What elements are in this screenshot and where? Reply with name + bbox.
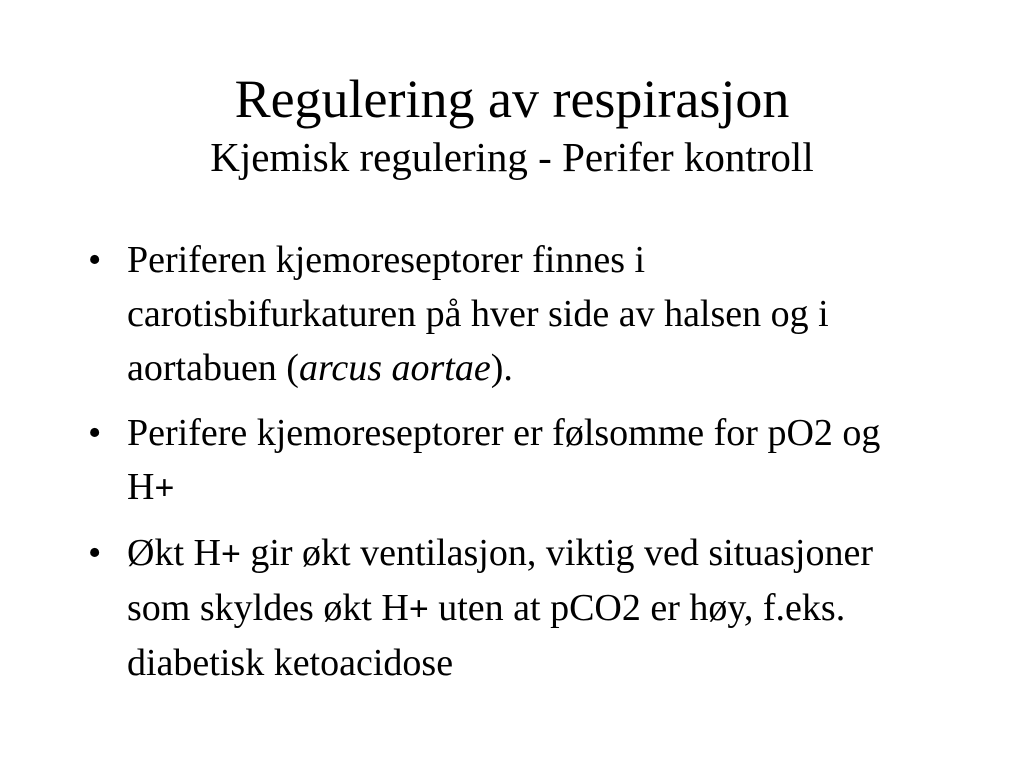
bullet-text: Perifere kjemoreseptorer er følsomme for pO2 og H xyxy=(127,412,881,508)
plus-sign: + xyxy=(154,469,175,507)
plus-sign: + xyxy=(408,590,429,628)
bullet-text: ). xyxy=(490,347,513,389)
bullet-text: Økt H xyxy=(127,532,221,574)
bullet-marker: • xyxy=(88,412,102,454)
bullet-marker: • xyxy=(88,239,102,281)
plus-sign: + xyxy=(220,535,241,573)
bullet-text: gir økt ventilasjon, viktig ved situasjoner som skyldes økt H xyxy=(127,532,874,629)
bullet-item xyxy=(88,233,918,395)
title-block xyxy=(0,66,1024,182)
bullet-text-italic: arcus aortae xyxy=(298,347,491,389)
slide-subtitle: Kjemisk regulering - Perifer kontroll xyxy=(210,134,814,180)
bullet-list xyxy=(88,233,918,701)
slide-title: Regulering av respirasjon xyxy=(234,69,790,129)
bullet-text: Periferen kjemoreseptorer finnes i carotisbifurkaturen på hver side av halsen og i aortabuen ( xyxy=(127,239,829,389)
bullet-marker: • xyxy=(88,532,102,574)
bullet-text: uten at pCO2 er høy, f.eks. diabetisk ketoacidose xyxy=(127,587,846,684)
bullet-item xyxy=(88,406,918,515)
bullet-item xyxy=(88,526,918,690)
